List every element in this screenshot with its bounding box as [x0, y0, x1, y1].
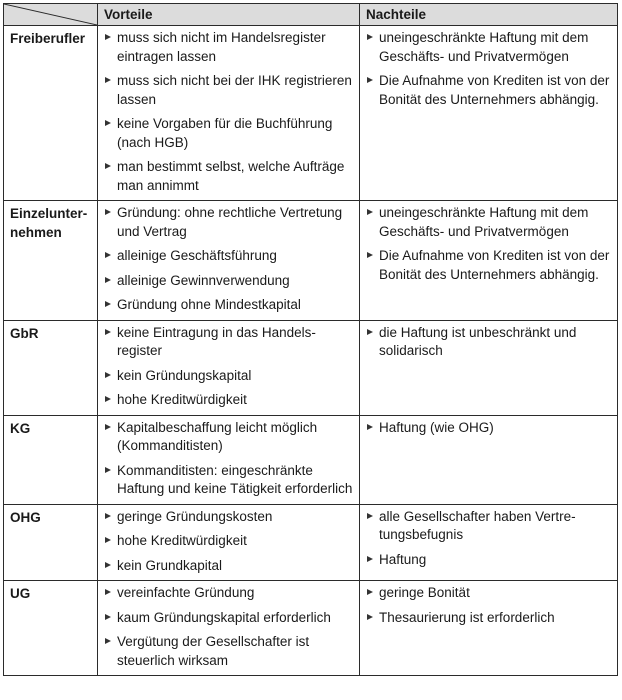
- list-item: keine Eintragung in das Handelsregister: [104, 324, 353, 361]
- list-item: Die Aufnahme von Krediten ist von der Bonität des Unternehmers abhängig.: [366, 247, 611, 284]
- list-item: man bestimmt selbst, welche Aufträge man annimmt: [104, 158, 353, 195]
- advantages-list: [104, 324, 353, 410]
- list-item: muss sich nicht bei der IHK registrieren lassen: [104, 72, 353, 109]
- list-item: alleinige Geschäftsführung: [104, 247, 353, 266]
- list-item: Haftung: [366, 551, 611, 570]
- legal-forms-comparison-table: [3, 3, 618, 676]
- table-row: [4, 320, 618, 415]
- diagonal-line: [4, 4, 97, 25]
- list-item: Gründung: ohne rechtliche Vertretung und Vertrag: [104, 204, 353, 241]
- corner-cell: [4, 4, 98, 26]
- list-item: kein Grundkapital: [104, 557, 353, 576]
- row-legal-form: Einzelunternehmen: [4, 201, 98, 321]
- row-legal-form: UG: [4, 581, 98, 676]
- disadvantages-list: [366, 29, 611, 109]
- list-item: hohe Kreditwürdigkeit: [104, 391, 353, 410]
- list-item: uneingeschränkte Haftung mit dem Geschäfts- und Privatvermögen: [366, 204, 611, 241]
- advantages-cell: [98, 581, 360, 676]
- list-item: Vergütung der Gesellschafter ist steuerlich wirksam: [104, 633, 353, 670]
- list-item: vereinfachte Gründung: [104, 584, 353, 603]
- list-item: kaum Gründungskapital erforderlich: [104, 609, 353, 628]
- advantages-cell: [98, 201, 360, 321]
- disadvantages-list: [366, 324, 611, 361]
- disadvantages-list: [366, 204, 611, 284]
- advantages-cell: [98, 415, 360, 504]
- table-row: [4, 26, 618, 201]
- header-advantages: Vorteile: [98, 4, 360, 26]
- row-legal-form: KG: [4, 415, 98, 504]
- table-row: [4, 415, 618, 504]
- advantages-list: [104, 508, 353, 576]
- disadvantages-cell: [360, 415, 618, 504]
- advantages-list: [104, 29, 353, 195]
- table-row: [4, 581, 618, 676]
- table-row: [4, 201, 618, 321]
- advantages-list: [104, 204, 353, 315]
- disadvantages-cell: [360, 581, 618, 676]
- advantages-cell: [98, 504, 360, 581]
- disadvantages-cell: [360, 201, 618, 321]
- list-item: uneingeschränkte Haftung mit dem Geschäfts- und Privatvermögen: [366, 29, 611, 66]
- list-item: Kapitalbeschaffung leicht möglich (Kommanditisten): [104, 419, 353, 456]
- list-item: Haftung (wie OHG): [366, 419, 611, 438]
- disadvantages-cell: [360, 504, 618, 581]
- row-legal-form: GbR: [4, 320, 98, 415]
- list-item: geringe Bonität: [366, 584, 611, 603]
- disadvantages-list: [366, 508, 611, 570]
- list-item: muss sich nicht im Handelsregister eintragen lassen: [104, 29, 353, 66]
- row-legal-form: Freiberufler: [4, 26, 98, 201]
- advantages-list: [104, 584, 353, 670]
- header-disadvantages: Nachteile: [360, 4, 618, 26]
- list-item: Kommanditisten: eingeschränkte Haftung und keine Tätigkeit erforderlich: [104, 462, 353, 499]
- list-item: alle Gesellschafter haben Vertretungsbefugnis: [366, 508, 611, 545]
- disadvantages-cell: [360, 26, 618, 201]
- list-item: Die Aufnahme von Krediten ist von der Bonität des Unternehmers abhängig.: [366, 72, 611, 109]
- disadvantages-list: [366, 584, 611, 627]
- row-legal-form: OHG: [4, 504, 98, 581]
- disadvantages-cell: [360, 320, 618, 415]
- table-row: [4, 504, 618, 581]
- list-item: alleinige Gewinnverwendung: [104, 272, 353, 291]
- comparison-table-wrapper: [3, 3, 618, 676]
- list-item: die Haftung ist unbeschränkt und solidarisch: [366, 324, 611, 361]
- list-item: Thesaurierung ist erforderlich: [366, 609, 611, 628]
- list-item: geringe Gründungskosten: [104, 508, 353, 527]
- list-item: keine Vorgaben für die Buchführung (nach HGB): [104, 115, 353, 152]
- list-item: hohe Kreditwürdigkeit: [104, 532, 353, 551]
- header-row: [4, 4, 618, 26]
- disadvantages-list: [366, 419, 611, 438]
- list-item: Gründung ohne Mindestkapital: [104, 296, 353, 315]
- advantages-cell: [98, 26, 360, 201]
- advantages-cell: [98, 320, 360, 415]
- list-item: kein Gründungskapital: [104, 367, 353, 386]
- advantages-list: [104, 419, 353, 499]
